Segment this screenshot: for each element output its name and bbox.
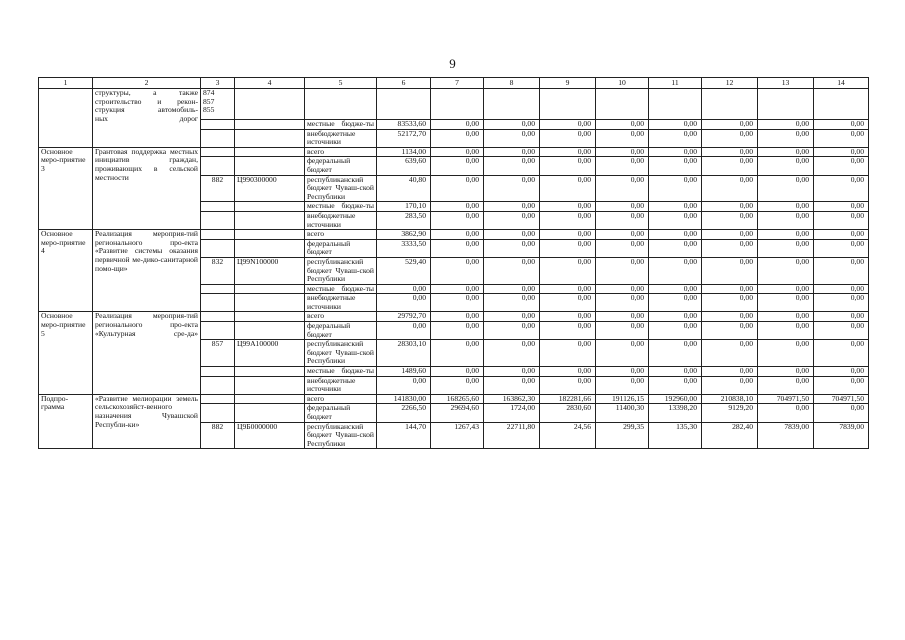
value-cell: 0,00	[484, 239, 540, 257]
code-cell: Ц99N100000	[235, 257, 305, 284]
column-header: 8	[484, 78, 540, 89]
grbs-cell	[201, 157, 235, 175]
grbs-code: 855	[203, 105, 215, 115]
value-cell: 0,00	[596, 294, 649, 312]
value-cell: 144,70	[377, 422, 431, 449]
value-cell: 0,00	[540, 312, 596, 322]
value-cell: 0,00	[649, 257, 702, 284]
value-cell: 0,00	[484, 367, 540, 377]
value-cell: 0,00	[758, 322, 814, 340]
grbs-cell	[201, 312, 235, 322]
value-cell: 0,00	[377, 294, 431, 312]
value-cell: 141830,00	[377, 394, 431, 404]
source-cell: всего	[305, 394, 377, 404]
value-cell: 0,00	[814, 257, 869, 284]
value-cell: 0,00	[431, 340, 484, 367]
code-cell	[235, 322, 305, 340]
page-number: 9	[449, 56, 456, 71]
value-cell: 0,00	[484, 147, 540, 157]
value-cell: 0,00	[649, 322, 702, 340]
grbs-cell	[201, 284, 235, 294]
value-cell: 0,00	[540, 157, 596, 175]
name-line: ных дорог	[95, 113, 198, 123]
code-cell	[235, 394, 305, 404]
value-cell: 0,00	[596, 367, 649, 377]
value-cell: 2266,50	[377, 404, 431, 422]
value-cell: 704971,50	[814, 394, 869, 404]
code-cell	[235, 157, 305, 175]
source-cell: всего	[305, 230, 377, 240]
value-cell: 0,00	[596, 312, 649, 322]
empty-cell	[596, 89, 649, 120]
grbs-cell: 882	[201, 175, 235, 202]
value-cell: 0,00	[649, 294, 702, 312]
value-cell: 0,00	[702, 367, 758, 377]
grbs-cell	[201, 367, 235, 377]
value-cell: 11400,30	[596, 404, 649, 422]
value-cell: 1134,00	[377, 147, 431, 157]
value-cell: 0,00	[814, 312, 869, 322]
value-cell: 29694,60	[431, 404, 484, 422]
value-cell: 0,00	[596, 202, 649, 212]
value-cell: 0,00	[596, 129, 649, 147]
value-cell: 0,00	[431, 175, 484, 202]
value-cell: 0,00	[758, 230, 814, 240]
value-cell: 0,00	[431, 202, 484, 212]
name-line: струкция автомобиль-	[95, 105, 198, 115]
value-cell: 0,00	[814, 120, 869, 130]
value-cell: 0,00	[540, 147, 596, 157]
name-cell: «Развитие мелиорации земель сельскохозяйст-венного назначения Чувашской Республи-ки»	[93, 394, 201, 449]
value-cell: 22711,80	[484, 422, 540, 449]
value-cell: 0,00	[540, 129, 596, 147]
value-cell: 0,00	[484, 157, 540, 175]
value-cell: 0,00	[649, 175, 702, 202]
value-cell: 529,40	[377, 257, 431, 284]
value-cell: 0,00	[596, 157, 649, 175]
source-cell: республиканский бюджет Чуваш-ской Республики	[305, 175, 377, 202]
code-cell	[235, 230, 305, 240]
value-cell: 0,00	[814, 322, 869, 340]
value-cell: 0,00	[758, 175, 814, 202]
source-cell: всего	[305, 147, 377, 157]
value-cell: 0,00	[702, 284, 758, 294]
value-cell: 0,00	[596, 230, 649, 240]
value-cell: 0,00	[540, 211, 596, 229]
column-header: 7	[431, 78, 484, 89]
value-cell: 182281,66	[540, 394, 596, 404]
value-cell: 0,00	[649, 340, 702, 367]
grbs-cell	[201, 376, 235, 394]
value-cell: 0,00	[596, 120, 649, 130]
value-cell: 0,00	[649, 367, 702, 377]
code-cell	[235, 312, 305, 322]
value-cell: 0,00	[758, 312, 814, 322]
source-cell: всего	[305, 312, 377, 322]
column-header: 13	[758, 78, 814, 89]
source-cell: местные бюдже-ты	[305, 120, 377, 130]
value-cell: 0,00	[702, 312, 758, 322]
value-cell: 0,00	[484, 376, 540, 394]
empty-cell	[758, 89, 814, 120]
value-cell: 0,00	[814, 230, 869, 240]
value-cell: 170,10	[377, 202, 431, 212]
value-cell: 0,00	[484, 120, 540, 130]
value-cell: 0,00	[484, 230, 540, 240]
source-cell: внебюджетные источники	[305, 129, 377, 147]
value-cell: 0,00	[540, 120, 596, 130]
code-cell	[235, 294, 305, 312]
value-cell: 191126,15	[596, 394, 649, 404]
value-cell: 0,00	[484, 340, 540, 367]
value-cell: 0,00	[649, 147, 702, 157]
value-cell: 24,56	[540, 422, 596, 449]
source-cell: местные бюдже-ты	[305, 202, 377, 212]
grbs-code: 857	[203, 96, 215, 106]
table-row	[39, 89, 869, 120]
value-cell: 0,00	[540, 202, 596, 212]
value-cell: 0,00	[702, 257, 758, 284]
value-cell: 0,00	[758, 120, 814, 130]
grbs-cell: 857	[201, 340, 235, 367]
value-cell: 168265,60	[431, 394, 484, 404]
value-cell: 0,00	[484, 312, 540, 322]
value-cell: 0,00	[431, 322, 484, 340]
value-cell: 0,00	[649, 120, 702, 130]
value-cell: 0,00	[431, 230, 484, 240]
source-cell: федеральный бюджет	[305, 404, 377, 422]
value-cell: 0,00	[758, 202, 814, 212]
value-cell: 0,00	[377, 376, 431, 394]
value-cell: 0,00	[649, 157, 702, 175]
value-cell: 0,00	[814, 294, 869, 312]
value-cell: 163862,30	[484, 394, 540, 404]
name-line: структуры, а также	[95, 88, 198, 97]
value-cell: 0,00	[431, 147, 484, 157]
code-cell: Ц9Б0000000	[235, 422, 305, 449]
value-cell: 1489,60	[377, 367, 431, 377]
source-cell: федеральный бюджет	[305, 322, 377, 340]
code-cell	[235, 202, 305, 212]
value-cell: 7839,00	[758, 422, 814, 449]
value-cell: 0,00	[484, 202, 540, 212]
column-header: 3	[201, 78, 235, 89]
value-cell: 0,00	[649, 239, 702, 257]
code-cell	[235, 404, 305, 422]
value-cell: 0,00	[540, 322, 596, 340]
table-row	[39, 147, 869, 157]
value-cell: 0,00	[702, 211, 758, 229]
empty-cell	[305, 89, 377, 120]
value-cell: 0,00	[540, 230, 596, 240]
grbs-cell	[201, 404, 235, 422]
value-cell: 0,00	[702, 230, 758, 240]
source-cell: федеральный бюджет	[305, 157, 377, 175]
grbs-cell	[201, 211, 235, 229]
value-cell: 0,00	[814, 340, 869, 367]
code-cell	[235, 284, 305, 294]
source-cell: местные бюдже-ты	[305, 284, 377, 294]
value-cell: 0,00	[702, 157, 758, 175]
value-cell: 0,00	[596, 376, 649, 394]
status-cell: Основное меро-приятие 3	[39, 147, 93, 229]
value-cell: 29792,70	[377, 312, 431, 322]
value-cell: 0,00	[484, 284, 540, 294]
empty-cell	[814, 89, 869, 120]
value-cell: 0,00	[814, 175, 869, 202]
grbs-code: 874	[203, 88, 215, 97]
value-cell: 0,00	[814, 147, 869, 157]
value-cell: 0,00	[702, 202, 758, 212]
table-row	[39, 230, 869, 240]
code-cell	[235, 120, 305, 130]
name-cell	[93, 89, 201, 148]
value-cell: 0,00	[431, 312, 484, 322]
value-cell: 0,00	[649, 312, 702, 322]
value-cell: 0,00	[814, 157, 869, 175]
grbs-cell	[201, 394, 235, 404]
value-cell: 52172,70	[377, 129, 431, 147]
code-cell: Ц99А100000	[235, 340, 305, 367]
source-cell: внебюджетные источники	[305, 211, 377, 229]
value-cell: 0,00	[649, 202, 702, 212]
column-header: 10	[596, 78, 649, 89]
value-cell: 28303,10	[377, 340, 431, 367]
source-cell: республиканский бюджет Чуваш-ской Республики	[305, 340, 377, 367]
status-cell: Подпро-грамма	[39, 394, 93, 449]
value-cell: 0,00	[814, 239, 869, 257]
value-cell: 0,00	[484, 175, 540, 202]
value-cell: 0,00	[758, 129, 814, 147]
name-cell: Реализация мероприя-тий регионального про-екта «Развитие системы оказания первичной ме-дико-санитарной помо-щи»	[93, 230, 201, 312]
value-cell: 0,00	[431, 367, 484, 377]
value-cell: 9129,20	[702, 404, 758, 422]
header-row	[39, 78, 869, 89]
value-cell: 0,00	[758, 157, 814, 175]
value-cell: 0,00	[540, 239, 596, 257]
value-cell: 0,00	[758, 340, 814, 367]
grbs-cell: 832	[201, 257, 235, 284]
code-cell	[235, 239, 305, 257]
value-cell: 0,00	[540, 367, 596, 377]
grbs-cell	[201, 129, 235, 147]
value-cell: 0,00	[484, 294, 540, 312]
code-cell	[235, 367, 305, 377]
empty-cell	[484, 89, 540, 120]
value-cell: 0,00	[377, 284, 431, 294]
column-header: 1	[39, 78, 93, 89]
source-cell: внебюджетные источники	[305, 294, 377, 312]
value-cell: 282,40	[702, 422, 758, 449]
value-cell: 0,00	[702, 120, 758, 130]
value-cell: 0,00	[758, 367, 814, 377]
value-cell: 0,00	[431, 157, 484, 175]
value-cell: 0,00	[814, 404, 869, 422]
code-cell	[235, 211, 305, 229]
value-cell: 0,00	[484, 322, 540, 340]
value-cell: 0,00	[814, 376, 869, 394]
value-cell: 0,00	[431, 120, 484, 130]
value-cell: 2830,60	[540, 404, 596, 422]
value-cell: 0,00	[758, 376, 814, 394]
value-cell: 0,00	[649, 230, 702, 240]
value-cell: 0,00	[431, 294, 484, 312]
value-cell: 283,50	[377, 211, 431, 229]
value-cell: 0,00	[431, 284, 484, 294]
value-cell: 3333,50	[377, 239, 431, 257]
value-cell: 0,00	[540, 376, 596, 394]
column-header: 9	[540, 78, 596, 89]
value-cell: 0,00	[814, 284, 869, 294]
value-cell: 0,00	[702, 175, 758, 202]
value-cell: 0,00	[540, 257, 596, 284]
value-cell: 0,00	[484, 257, 540, 284]
value-cell: 639,60	[377, 157, 431, 175]
value-cell: 0,00	[484, 211, 540, 229]
value-cell: 0,00	[814, 367, 869, 377]
value-cell: 0,00	[596, 175, 649, 202]
value-cell: 0,00	[814, 129, 869, 147]
name-line: строительство и рекон-	[95, 96, 198, 106]
source-cell: внебюджетные источники	[305, 376, 377, 394]
value-cell: 299,35	[596, 422, 649, 449]
value-cell: 0,00	[649, 284, 702, 294]
column-header: 5	[305, 78, 377, 89]
value-cell: 83533,60	[377, 120, 431, 130]
value-cell: 13398,20	[649, 404, 702, 422]
value-cell: 0,00	[702, 294, 758, 312]
value-cell: 3862,90	[377, 230, 431, 240]
value-cell: 7839,00	[814, 422, 869, 449]
table-row	[39, 312, 869, 322]
code-cell	[235, 147, 305, 157]
value-cell: 0,00	[758, 257, 814, 284]
value-cell: 0,00	[814, 202, 869, 212]
code-cell: Ц990300000	[235, 175, 305, 202]
value-cell: 0,00	[814, 211, 869, 229]
code-cell	[235, 376, 305, 394]
value-cell: 0,00	[649, 376, 702, 394]
grbs-cell: 882	[201, 422, 235, 449]
value-cell: 0,00	[377, 322, 431, 340]
value-cell: 40,80	[377, 175, 431, 202]
grbs-cell	[201, 239, 235, 257]
value-cell: 0,00	[431, 129, 484, 147]
budget-table	[38, 77, 869, 449]
value-cell: 0,00	[596, 211, 649, 229]
value-cell: 0,00	[431, 376, 484, 394]
column-header: 14	[814, 78, 869, 89]
status-cell: Основное меро-приятие 4	[39, 230, 93, 312]
name-cell: Реализация мероприя-тий регионального про-екта «Культурная сре-да»	[93, 312, 201, 394]
value-cell: 0,00	[431, 257, 484, 284]
grbs-cell	[201, 230, 235, 240]
grbs-cell	[201, 147, 235, 157]
value-cell: 0,00	[596, 322, 649, 340]
empty-cell	[431, 89, 484, 120]
value-cell: 0,00	[702, 322, 758, 340]
grbs-cell	[201, 322, 235, 340]
source-cell: республиканский бюджет Чуваш-ской Республики	[305, 257, 377, 284]
column-header: 2	[93, 78, 201, 89]
grbs-cell	[201, 202, 235, 212]
value-cell: 704971,50	[758, 394, 814, 404]
empty-cell	[377, 89, 431, 120]
table-row	[39, 394, 869, 404]
grbs-cell	[201, 89, 235, 120]
code-cell	[235, 89, 305, 120]
status-cell	[39, 89, 93, 148]
value-cell: 0,00	[649, 211, 702, 229]
code-cell	[235, 129, 305, 147]
value-cell: 0,00	[540, 284, 596, 294]
value-cell: 210838,10	[702, 394, 758, 404]
value-cell: 0,00	[702, 340, 758, 367]
value-cell: 0,00	[758, 284, 814, 294]
value-cell: 0,00	[431, 211, 484, 229]
value-cell: 0,00	[702, 147, 758, 157]
value-cell: 0,00	[484, 129, 540, 147]
value-cell: 0,00	[702, 239, 758, 257]
value-cell: 0,00	[596, 147, 649, 157]
grbs-cell	[201, 294, 235, 312]
value-cell: 0,00	[758, 404, 814, 422]
name-cell: Грантовая поддержка местных инициатив граждан, проживающих в сельской местности	[93, 147, 201, 229]
value-cell: 0,00	[702, 129, 758, 147]
value-cell: 0,00	[540, 340, 596, 367]
empty-cell	[702, 89, 758, 120]
source-cell: республиканский бюджет Чуваш-ской Республики	[305, 422, 377, 449]
column-header: 4	[235, 78, 305, 89]
value-cell: 135,30	[649, 422, 702, 449]
source-cell: местные бюдже-ты	[305, 367, 377, 377]
status-cell: Основное меро-приятие 5	[39, 312, 93, 394]
column-header: 11	[649, 78, 702, 89]
value-cell: 0,00	[649, 129, 702, 147]
value-cell: 192960,00	[649, 394, 702, 404]
value-cell: 1267,43	[431, 422, 484, 449]
source-cell: федеральный бюджет	[305, 239, 377, 257]
value-cell: 0,00	[540, 294, 596, 312]
value-cell: 0,00	[758, 147, 814, 157]
value-cell: 0,00	[702, 376, 758, 394]
value-cell: 0,00	[540, 175, 596, 202]
value-cell: 0,00	[758, 211, 814, 229]
empty-cell	[649, 89, 702, 120]
value-cell: 0,00	[596, 340, 649, 367]
value-cell: 0,00	[758, 239, 814, 257]
value-cell: 1724,00	[484, 404, 540, 422]
column-header: 12	[702, 78, 758, 89]
value-cell: 0,00	[758, 294, 814, 312]
empty-cell	[540, 89, 596, 120]
value-cell: 0,00	[596, 239, 649, 257]
value-cell: 0,00	[431, 239, 484, 257]
column-header: 6	[377, 78, 431, 89]
value-cell: 0,00	[596, 284, 649, 294]
grbs-cell	[201, 120, 235, 130]
value-cell: 0,00	[596, 257, 649, 284]
